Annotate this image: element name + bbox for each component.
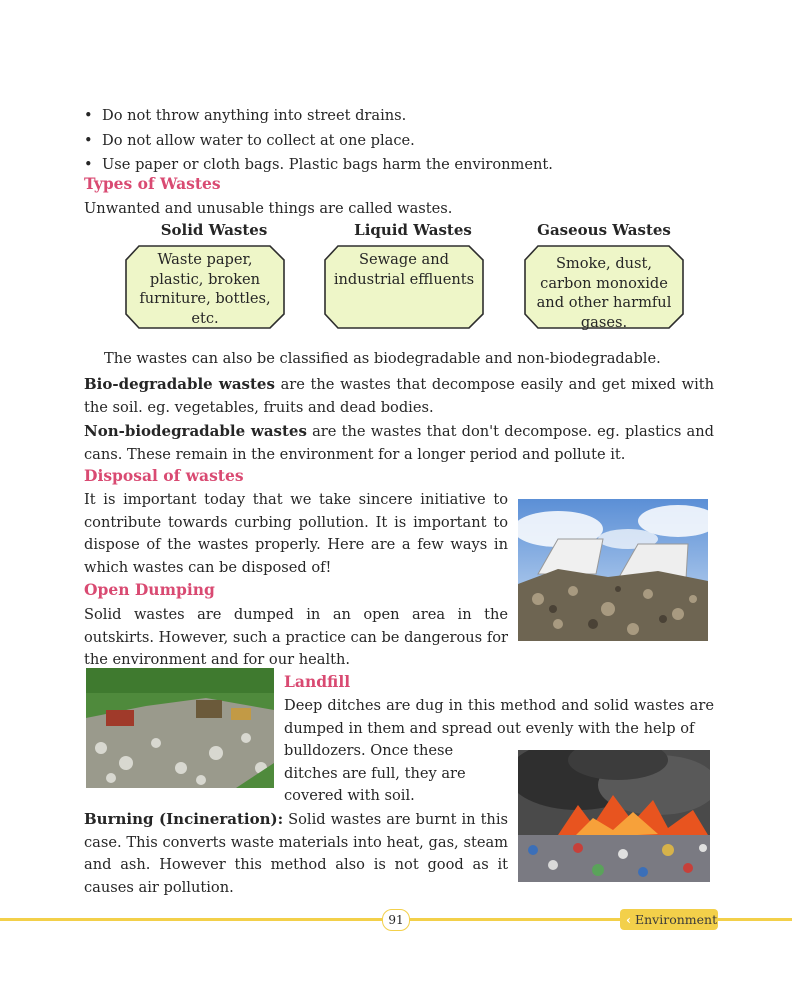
biodegradable-definition: are the wastes that decompose easily and get mixed with the soil. eg. vegetables, fruits and dead bodies. xyxy=(84,376,714,416)
footer-rule-middle xyxy=(410,918,622,921)
dump-trucks-photo xyxy=(518,499,708,641)
chapter-tab xyxy=(620,909,718,930)
disposal-text: It is important today that we take sincere initiative to contribute towards curbing pollution. It is important to dispose of the wastes properly. Here are a few ways in which wastes can be disposed of! xyxy=(84,491,508,576)
open-dumping-text-wrap xyxy=(84,604,508,672)
burning-paragraph xyxy=(84,808,508,899)
solid-wastes-title: Solid Wastes xyxy=(160,221,268,239)
chapter-tab-label: Environment xyxy=(635,912,718,927)
open-dumping-heading: Open Dumping xyxy=(84,580,215,599)
biodegradable-paragraph xyxy=(84,373,714,419)
solid-wastes-text: Waste paper, plastic, broken furniture, bottles, etc. xyxy=(139,251,271,327)
footer-rule-left xyxy=(0,918,382,921)
open-dumping-text: Solid wastes are dumped in an open area in the outskirts. However, such a practice can be dangerous for the environment and for our health. xyxy=(84,606,508,668)
non-biodegradable-paragraph xyxy=(84,420,714,466)
gaseous-wastes-text: Smoke, dust, carbon monoxide and other harmful gases. xyxy=(536,255,672,331)
landfill-text-2: bulldozers. Once these ditches are full, they are covered with soil. xyxy=(284,742,466,804)
bullet-item: • Do not throw anything into street drains. xyxy=(84,104,724,129)
landfill-text-1: Deep ditches are dug in this method and solid wastes are dumped in them and spread out evenly with the help of xyxy=(284,697,714,737)
classify-text: The wastes can also be classified as biodegradable and non-biodegradable. xyxy=(104,350,661,367)
landfill-photo xyxy=(86,668,274,788)
burning-waste-photo xyxy=(518,750,710,882)
gaseous-wastes-title: Gaseous Wastes xyxy=(537,221,671,239)
bullet-item: • Do not allow water to collect at one place. xyxy=(84,129,724,154)
non-biodegradable-definition: are the wastes that don't decompose. eg. plastics and cans. These remain in the environment for a longer period and pollute it. xyxy=(84,423,714,463)
liquid-wastes-title: Liquid Wastes xyxy=(354,221,472,239)
page-number: 91 xyxy=(382,909,410,931)
chevron-left-icon: ‹ xyxy=(626,912,631,927)
footer-rule-right xyxy=(718,918,792,921)
landfill-heading: Landfill xyxy=(284,672,351,691)
types-intro-text: Unwanted and unusable things are called wastes. xyxy=(84,200,453,217)
safety-bullet-list xyxy=(84,104,724,178)
bullet-item: • Use paper or cloth bags. Plastic bags harm the environment. xyxy=(84,153,724,178)
burning-definition: Solid wastes are burnt in this case. This converts waste materials into heat, gas, steam and ash. However this method also is not good as it causes air pollution. xyxy=(84,811,508,896)
non-biodegradable-term: Non-biodegradable wastes xyxy=(84,422,307,440)
disposal-heading: Disposal of wastes xyxy=(84,466,244,485)
types-of-wastes-heading: Types of Wastes xyxy=(84,174,221,193)
liquid-wastes-text: Sewage and industrial effluents xyxy=(333,251,475,288)
burning-term: Burning (Incineration): xyxy=(84,810,284,828)
biodegradable-term: Bio-degradable wastes xyxy=(84,375,275,393)
